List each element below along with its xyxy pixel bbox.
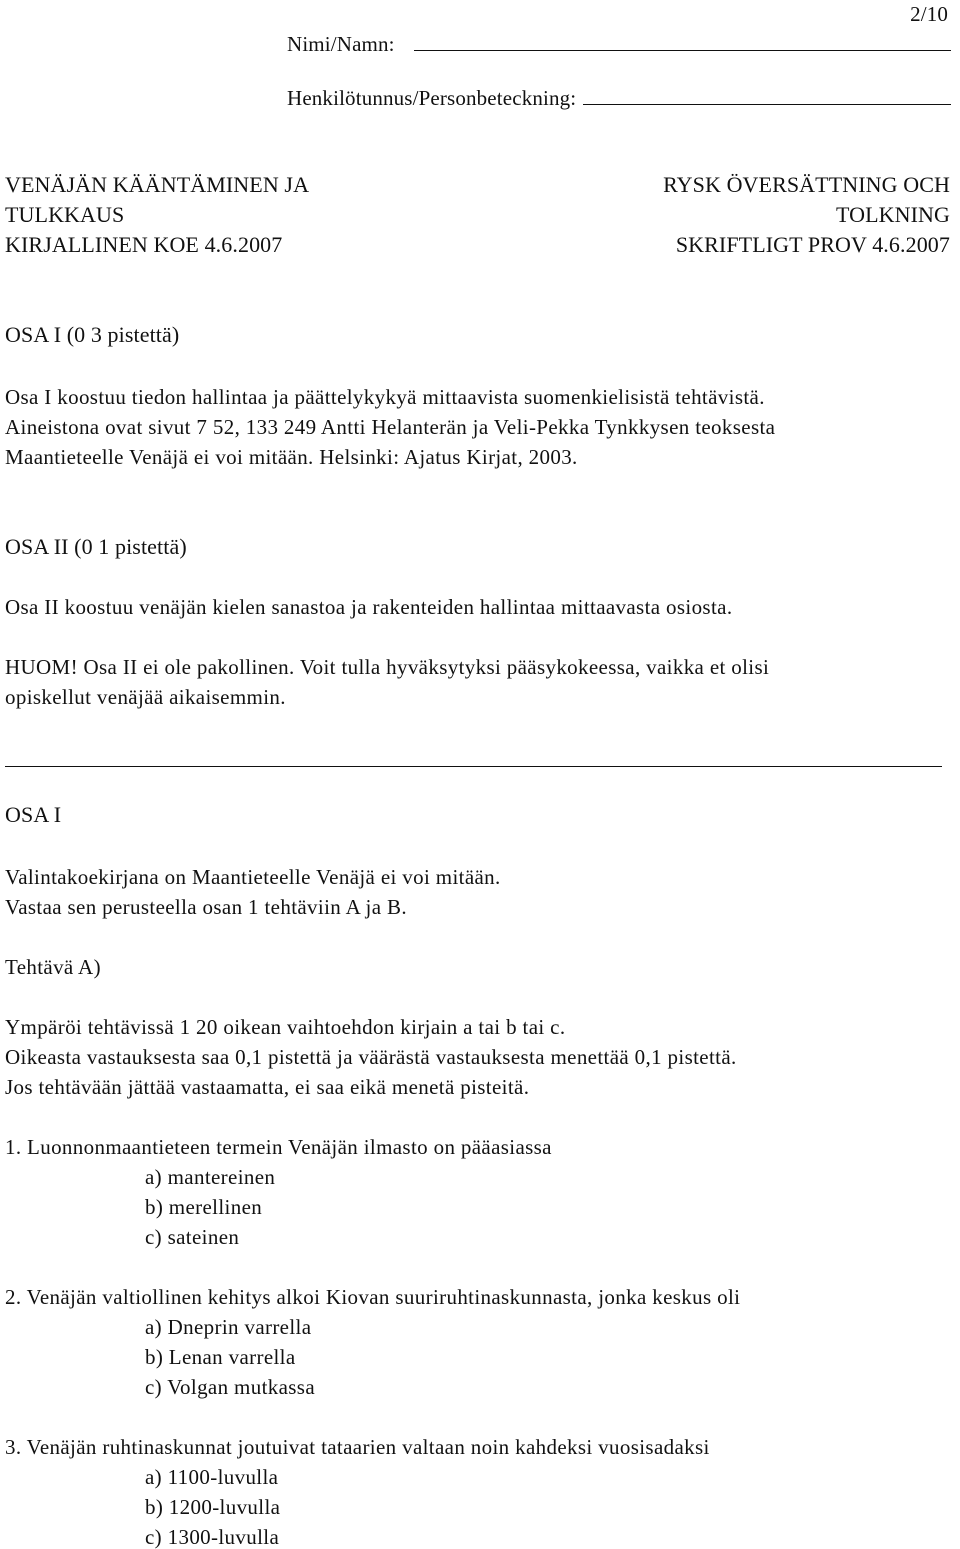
name-label: Nimi/Namn: bbox=[287, 32, 395, 56]
part1-line-1: Osa I koostuu tiedon hallintaa ja päättelykykyä mittaavista suomenkielisistä tehtävistä. bbox=[5, 385, 765, 409]
name-field-line[interactable] bbox=[414, 50, 951, 51]
part1-heading: OSA I (0 3 pistettä) bbox=[5, 322, 180, 347]
question-3-option-b[interactable]: b) 1200-luvulla bbox=[145, 1495, 281, 1519]
part2-note-line-1: HUOM! Osa II ei ole pakollinen. Voit tulla hyväksytyksi pääsykokeessa, vaikka et olisi bbox=[5, 655, 770, 679]
task-a-heading: Tehtävä A) bbox=[5, 955, 101, 979]
id-field-line[interactable] bbox=[583, 104, 951, 105]
id-label: Henkilötunnus/Personbeteckning: bbox=[287, 86, 577, 110]
question-1-option-c[interactable]: c) sateinen bbox=[145, 1225, 240, 1249]
title-sv-line-3: SKRIFTLIGT PROV 4.6.2007 bbox=[675, 232, 950, 257]
title-sv-line-1: RYSK ÖVERSÄTTNING OCH bbox=[663, 172, 950, 197]
part2-heading: OSA II (0 1 pistettä) bbox=[5, 534, 187, 559]
title-fi-line-1: VENÄJÄN KÄÄNTÄMINEN JA bbox=[5, 172, 310, 197]
section-heading: OSA I bbox=[5, 802, 62, 827]
question-2-option-c[interactable]: c) Volgan mutkassa bbox=[145, 1375, 316, 1399]
question-1-option-b[interactable]: b) merellinen bbox=[145, 1195, 263, 1219]
question-2-option-b[interactable]: b) Lenan varrella bbox=[145, 1345, 296, 1369]
question-3-option-c[interactable]: c) 1300-luvulla bbox=[145, 1525, 280, 1549]
part1-line-3: Maantieteelle Venäjä ei voi mitään. Helsinki: Ajatus Kirjat, 2003. bbox=[5, 445, 578, 469]
question-3: 3. Venäjän ruhtinaskunnat joutuivat tataarien valtaan noin kahdeksi vuosisadaksi bbox=[5, 1435, 710, 1459]
part2-line: Osa II koostuu venäjän kielen sanastoa ja rakenteiden hallintaa mittaavasta osiosta. bbox=[5, 595, 733, 619]
title-sv-line-2: TOLKNING bbox=[835, 202, 950, 227]
section-intro-line-1: Valintakoekirjana on Maantieteelle Venäjä ei voi mitään. bbox=[5, 865, 501, 889]
part1-line-2: Aineistona ovat sivut 7 52, 133 249 Antti Helanterän ja Veli-Pekka Tynkkysen teoksesta bbox=[5, 415, 776, 439]
part2-note-line-2: opiskellut venäjää aikaisemmin. bbox=[5, 685, 286, 709]
title-fi-line-2: TULKKAUS bbox=[5, 202, 125, 227]
task-a-instruction-1: Ympäröi tehtävissä 1 20 oikean vaihtoehdon kirjain a tai b tai c. bbox=[5, 1015, 566, 1039]
question-3-option-a[interactable]: a) 1100-luvulla bbox=[145, 1465, 279, 1489]
question-2-option-a[interactable]: a) Dneprin varrella bbox=[145, 1315, 312, 1339]
question-1-option-a[interactable]: a) mantereinen bbox=[145, 1165, 276, 1189]
question-2: 2. Venäjän valtiollinen kehitys alkoi Kiovan suuriruhtinaskunnasta, jonka keskus oli bbox=[5, 1285, 741, 1309]
title-fi-line-3: KIRJALLINEN KOE 4.6.2007 bbox=[5, 232, 283, 257]
task-a-instruction-2: Oikeasta vastauksesta saa 0,1 pistettä ja väärästä vastauksesta menettää 0,1 pistettä. bbox=[5, 1045, 737, 1069]
page-number: 2/10 bbox=[910, 2, 948, 26]
question-1: 1. Luonnonmaantieteen termein Venäjän ilmasto on pääasiassa bbox=[5, 1135, 552, 1159]
task-a-instruction-3: Jos tehtävään jättää vastaamatta, ei saa eikä menetä pisteitä. bbox=[5, 1075, 530, 1099]
section-divider bbox=[5, 766, 942, 767]
section-intro-line-2: Vastaa sen perusteella osan 1 tehtäviin A ja B. bbox=[5, 895, 407, 919]
